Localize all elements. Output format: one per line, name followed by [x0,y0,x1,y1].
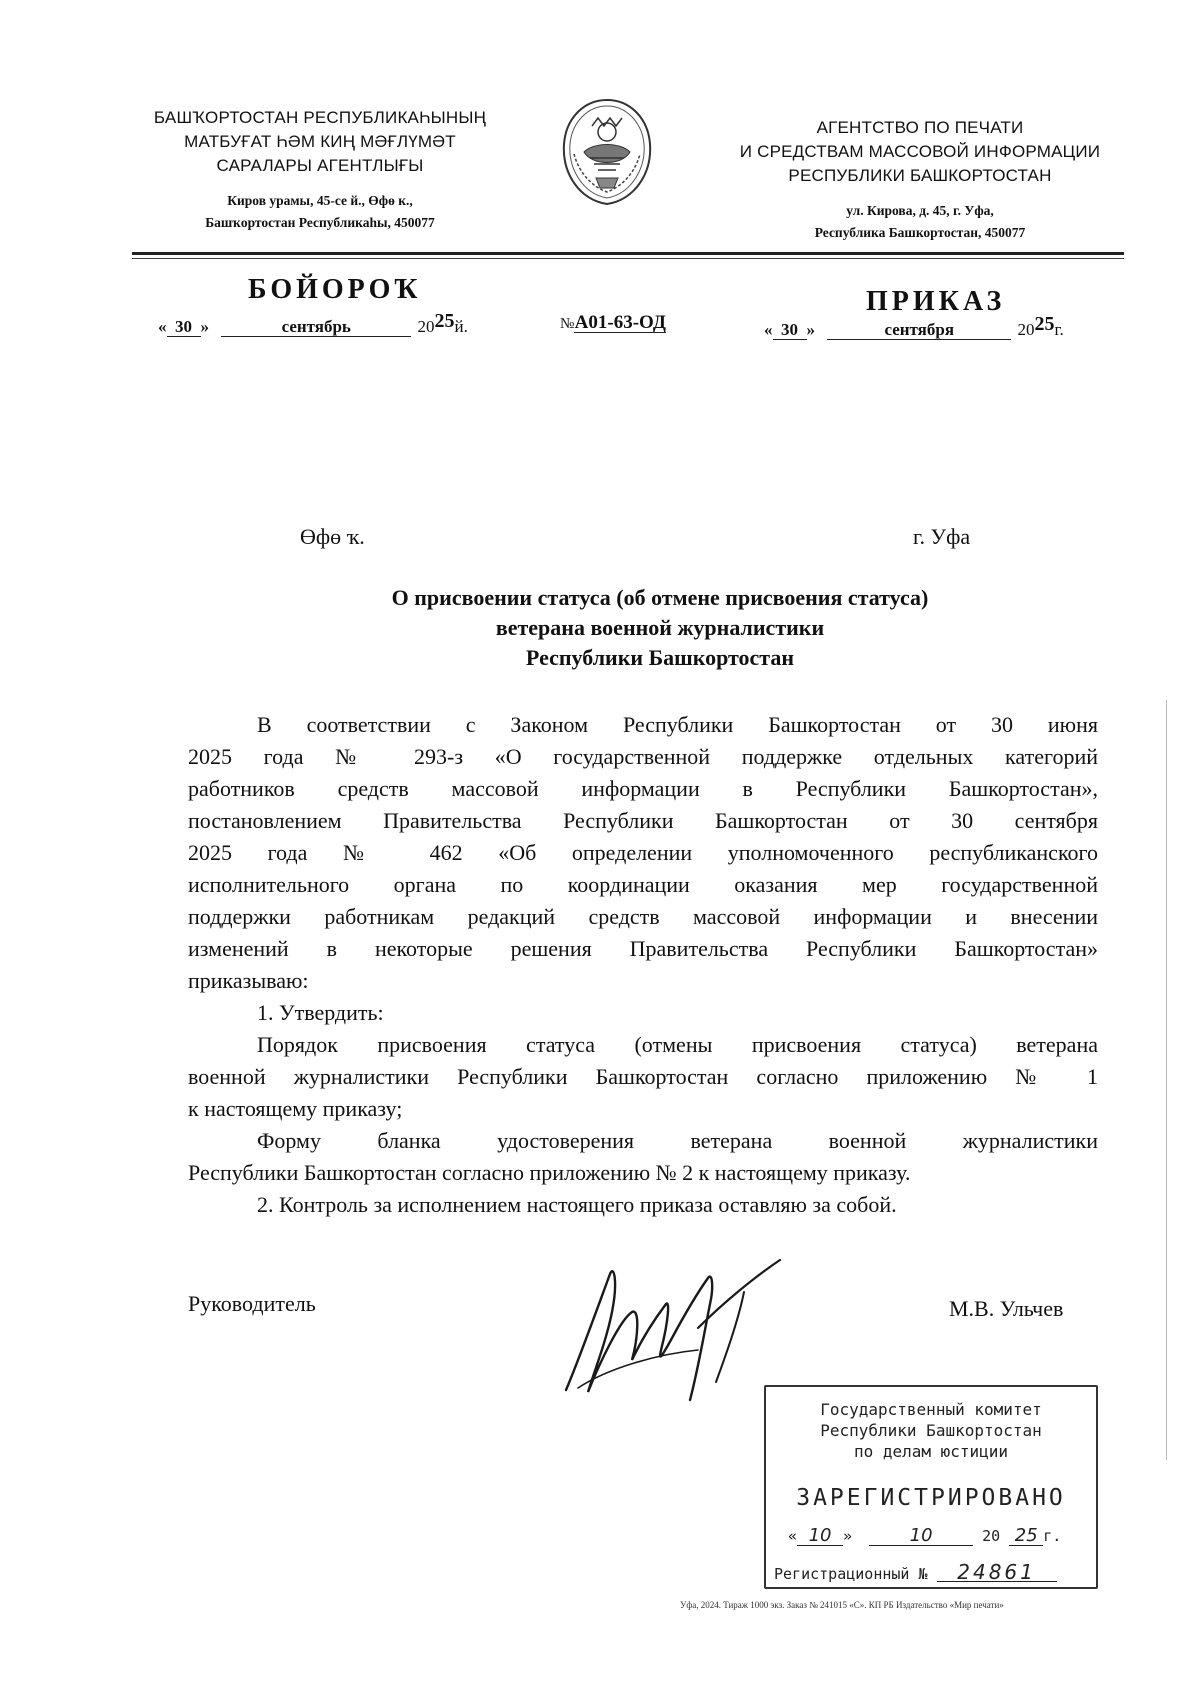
city-ba: Өфө ҡ. [300,524,365,549]
stamp-reg-value: 24861 [937,1563,1057,1582]
org-name-ru-line: АГЕНТСТВО ПО ПЕЧАТИ [816,118,1024,137]
org-address-ba-line: Киров урамы, 45-се й., Өфө к., [227,193,413,208]
date-year-prefix: 20 [1017,320,1035,339]
doc-heading-ru: ПРИКАЗ [866,286,1006,317]
body-line: постановлением Правительства Республики Башкортостан от 30 сентября [188,808,1098,833]
stamp-org-line: Республики Башкортостан [820,1421,1042,1440]
stamp-year-mark: г. [1043,1527,1062,1545]
title-line: О присвоении статуса (об отмене присвоения статуса) [391,585,929,610]
body-line: Порядок присвоения статуса (отмены присвоения статуса) ветерана [257,1032,1098,1057]
city-ru: г. Уфа [913,524,971,549]
body-line: работников средств массовой информации в Республики Башкортостан», [188,776,1098,801]
item-2: 2. Контроль за исполнением настоящего приказа оставляю за собой. [257,1192,897,1217]
date-open-quote: « [764,320,773,339]
stamp-org-line: по делам юстиции [853,1442,1009,1461]
body-line: исполнительного органа по координации оказания мер государственной [188,872,1098,897]
stamp-reg-label: Регистрационный № [774,1565,928,1583]
body-line: изменений в некоторые решения Правительства Республики Башкортостан» [188,936,1098,961]
stamp-org [766,1399,1096,1462]
body-line: Форму бланка удостоверения ветерана военной журналистики [257,1128,1098,1153]
org-address-ru-line: Республика Башкортостан, 450077 [814,225,1026,240]
document-title [200,583,1120,673]
body-line: Республики Башкортостан согласно приложению № 2 к настоящему приказу. [188,1160,911,1185]
date-year-suffix: 25 [1034,313,1055,335]
signatory-name: М.В. Ульчев [949,1296,1064,1321]
title-line: ветерана военной журналистики [495,615,825,640]
org-name-ba-line: БАШҠОРТОСТАН РЕСПУБЛИКАҺЫНЫҢ [153,108,487,127]
date-open-quote: « [158,317,167,336]
body-line: военной журналистики Республики Башкортостан согласно приложению № 1 [188,1064,1098,1089]
date-month: сентябрь [221,318,411,337]
org-address-ru-line: ул. Кирова, д. 45, г. Уфа, [846,203,994,218]
stamp-close-quote: » [843,1527,853,1545]
body-line: к настоящему приказу; [188,1096,403,1121]
body-line: 2025 года № 462 «Об определении уполномоченного республиканского [188,840,1098,865]
stamp-open-quote: « [788,1527,798,1545]
body-line: приказываю: [188,968,309,993]
registration-stamp [764,1385,1098,1589]
date-day: 30 [773,321,807,340]
org-name-ru [720,116,1120,188]
body-line: В соответствии с Законом Республики Башкортостан от 30 июня [257,712,1098,737]
stamp-month: 10 [869,1527,973,1546]
stamp-date [774,1527,1090,1546]
org-name-ba-line: САРАЛАРЫ АГЕНТЛЫҒЫ [216,156,424,175]
doc-heading-ba: БОЙОРОҠ [248,274,422,305]
date-day: 30 [167,318,201,337]
body-line: поддержки работникам редакций средств массовой информации и внесении [188,904,1098,929]
number-value: А01-63-ОД [574,312,666,333]
date-year-mark: й. [454,317,468,336]
stamp-status: ЗАРЕГИСТРИРОВАНО [796,1485,1066,1511]
org-name-ba-line: МАТБУҒАТ ҺӘМ КИҢ МӘҒЛҮМӘТ [184,132,456,151]
item-1: 1. Утвердить: [257,1000,384,1025]
date-ru [764,313,1064,340]
date-close-quote: » [806,320,815,339]
date-month: сентября [827,321,1011,340]
org-address-ba-line: Башҡортостан Республикаһы, 450077 [205,215,435,230]
date-ba [158,310,468,337]
org-name-ru-line: И СРЕДСТВАМ МАССОВОЙ ИНФОРМАЦИИ [739,142,1101,161]
coat-of-arms-icon [560,96,654,208]
org-address-ba [130,190,510,234]
print-imprint: Уфа, 2024. Тираж 1000 экз. Заказ № 241015 «С». КП РБ Издательство «Мир печати» [680,1600,1004,1610]
document-body [188,709,1098,1221]
stamp-day: 10 [797,1527,843,1546]
org-name-ru-line: РЕСПУБЛИКИ БАШКОРТОСТАН [788,166,1052,185]
org-address-ru [720,200,1120,244]
title-line: Республики Башкортостан [525,645,795,670]
header-left-block [130,106,510,234]
org-name-ba [130,106,510,178]
scan-edge-line [1166,700,1167,1460]
header-divider-thin [132,258,1124,259]
date-year-suffix: 25 [434,310,455,332]
stamp-org-line: Государственный комитет [820,1400,1042,1419]
date-year-prefix: 20 [417,317,435,336]
header-divider [132,252,1124,255]
doc-number [560,312,666,334]
signatory-position: Руководитель [188,1291,316,1316]
stamp-year-suffix: 25 [1009,1527,1043,1546]
date-year-mark: г. [1054,320,1064,339]
body-line: 2025 года № 293-з «О государственной поддержке отдельных категорий [188,744,1098,769]
number-sign: № [560,316,575,332]
date-close-quote: » [200,317,209,336]
stamp-reg-number [774,1560,1090,1584]
header-right-block [720,116,1120,244]
stamp-year-prefix: 20 [982,1527,1001,1545]
